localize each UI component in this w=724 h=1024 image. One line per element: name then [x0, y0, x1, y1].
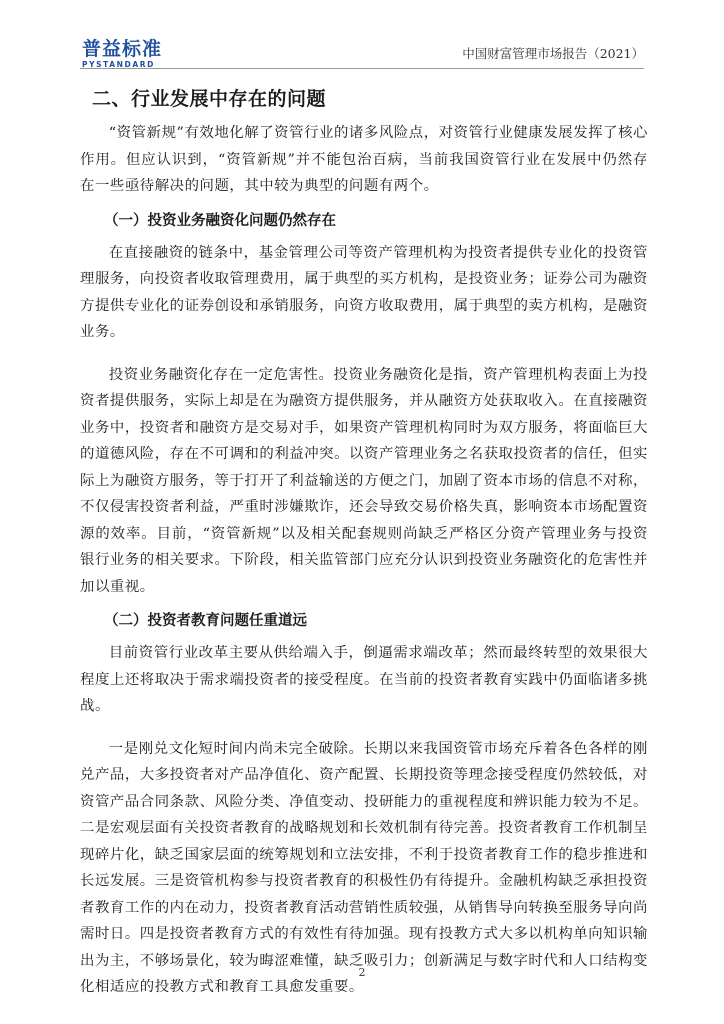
section-title: 二、行业发展中存在的问题 [92, 88, 327, 110]
subsection-1-heading: （一）投资业务融资化问题仍然存在 [104, 212, 336, 229]
logo-english-text: PYSTANDARD [82, 60, 155, 69]
intro-paragraph: “资管新规”有效地化解了资管行业的诸多风险点，对资管行业健康发展发挥了核心作用。但应认识到，“资管新规”并不能包治百病，当前我国资管行业在发展中仍然存在一些亟待解决的问题，其中较为典型的问题有两个。 [80, 125, 648, 194]
subsection-1-paragraph-1: 在直接融资的链条中，基金管理公司等资产管理机构为投资者提供专业化的投资管理服务，向投资者收取管理费用，属于典型的买方机构，是投资业务；证券公司为融资方提供专业化的证券创设和承销服务，向资方收取费用，属于典型的卖方机构，是融资业务。 [80, 244, 648, 340]
report-title: 中国财富管理市场报告（2021） [462, 46, 644, 61]
logo-chinese-text: 普益标准 [82, 38, 163, 60]
page-number: 2 [358, 966, 366, 979]
subsection-2-paragraph-2: 一是刚兑文化短时间内尚未完全破除。长期以来我国资管市场充斥着各色各样的刚兑产品，大多投资者对产品净值化、资产配置、长期投资等理念接受程度仍然较低，对资管产品合同条款、风险分类、净值变动、投研能力的重视程度和辨识能力较为不足。二是宏观层面有关投资者教育的战略规划和长效机制有待完善。投资者教育工作机制呈现碎片化，缺乏国家层面的统筹规划和立法安排，不利于投资者教育工作的稳步推进和长远发展。三是资管机构参与投资者教育的积极性仍有待提升。金融机构缺乏承担投资者教育工作的内在动力，投资者教育活动营销性质较强，从销售导向转换至服务导向尚需时日。四是投资者教育方式的有效性有待加强。现有投教方式大多以机构单向知识输出为主，不够场景化，较为晦涩难懂，缺乏吸引力；创新满足与数字时代和人口结构变化相适应的投教方式和教育工具愈发重要。 [80, 740, 648, 995]
subsection-1-paragraph-2: 投资业务融资化存在一定危害性。投资业务融资化是指，资产管理机构表面上为投资者提供服务，实际上却是在为融资方提供服务，并从融资方处获取收入。在直接融资业务中，投资者和融资方是交易对手，如果资产管理机构同时为双方服务，将面临巨大的道德风险，存在不可调和的利益冲突。以资产管理业务之名获取投资者的信任，但实际上为融资方服务，等于打开了利益输送的方便之门，加剧了资本市场的信息不对称，不仅侵害投资者利益，严重时涉嫌欺诈，还会导致交易价格失真，影响资本市场配置资源的效率。目前，“资管新规”以及相关配套规则尚缺乏严格区分资产管理业务与投资银行业务的相关要求。下阶段，相关监管部门应充分认识到投资业务融资化的危害性并加以重视。 [80, 366, 648, 595]
subsection-2-paragraph-1: 目前资管行业改革主要从供给端入手，倒逼需求端改革；然而最终转型的效果很大程度上还将取决于需求端投资者的接受程度。在当前的投资者教育实践中仍面临诸多挑战。 [80, 645, 648, 714]
document-body [80, 120, 648, 1001]
brand-logo [82, 38, 162, 70]
subsection-2-heading: （二）投资者教育问题任重道远 [104, 613, 307, 629]
header-divider [80, 68, 644, 69]
